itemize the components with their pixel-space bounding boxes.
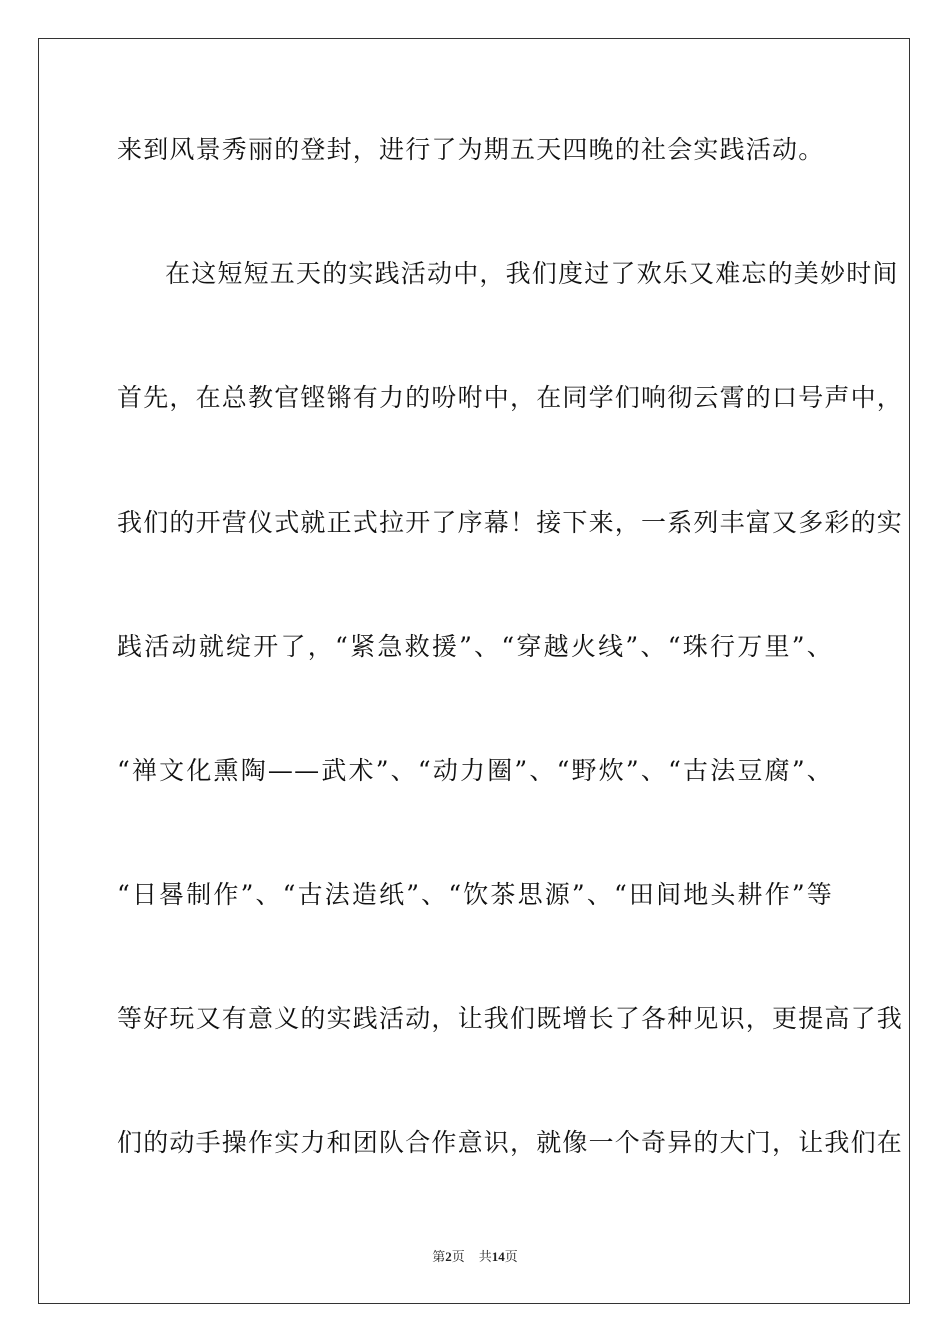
paragraph-line-4: 我们的开营仪式就正式拉开了序幕！接下来，一系列丰富又多彩的实 — [117, 508, 904, 537]
total-label-suffix: 页 — [504, 1249, 518, 1264]
paragraph-line-2: 在这短短五天的实践活动中，我们度过了欢乐又难忘的美妙时间 — [165, 259, 899, 288]
page-border — [38, 38, 910, 1304]
paragraph-line-6: “禅文化熏陶——武术”、“动力圈”、“野炊”、“古法豆腐”、 — [117, 756, 833, 785]
paragraph-line-3: 首先，在总教官铿锵有力的吩咐中，在同学们响彻云霄的口号声中， — [117, 383, 904, 412]
page-label-suffix: 页 — [451, 1249, 465, 1264]
page-number: 2 — [445, 1249, 452, 1264]
total-pages: 14 — [491, 1249, 505, 1264]
paragraph-line-7: “日晷制作”、“古法造纸”、“饮茶思源”、“田间地头耕作”等 — [117, 880, 833, 909]
page-label-prefix: 第 — [432, 1249, 446, 1264]
total-label-prefix: 共 — [478, 1249, 492, 1264]
paragraph-line-9: 们的动手操作实力和团队合作意识，就像一个奇异的大门，让我们在 — [117, 1128, 904, 1157]
paragraph-line-5: 践活动就绽开了，“紧急救援”、“穿越火线”、“珠行万里”、 — [117, 632, 833, 661]
paragraph-line-8: 等好玩又有意义的实践活动，让我们既增长了各种见识，更提高了我 — [117, 1004, 904, 1033]
page-footer — [0, 1248, 950, 1266]
paragraph-line-1: 来到风景秀丽的登封，进行了为期五天四晚的社会实践活动。 — [117, 135, 825, 164]
